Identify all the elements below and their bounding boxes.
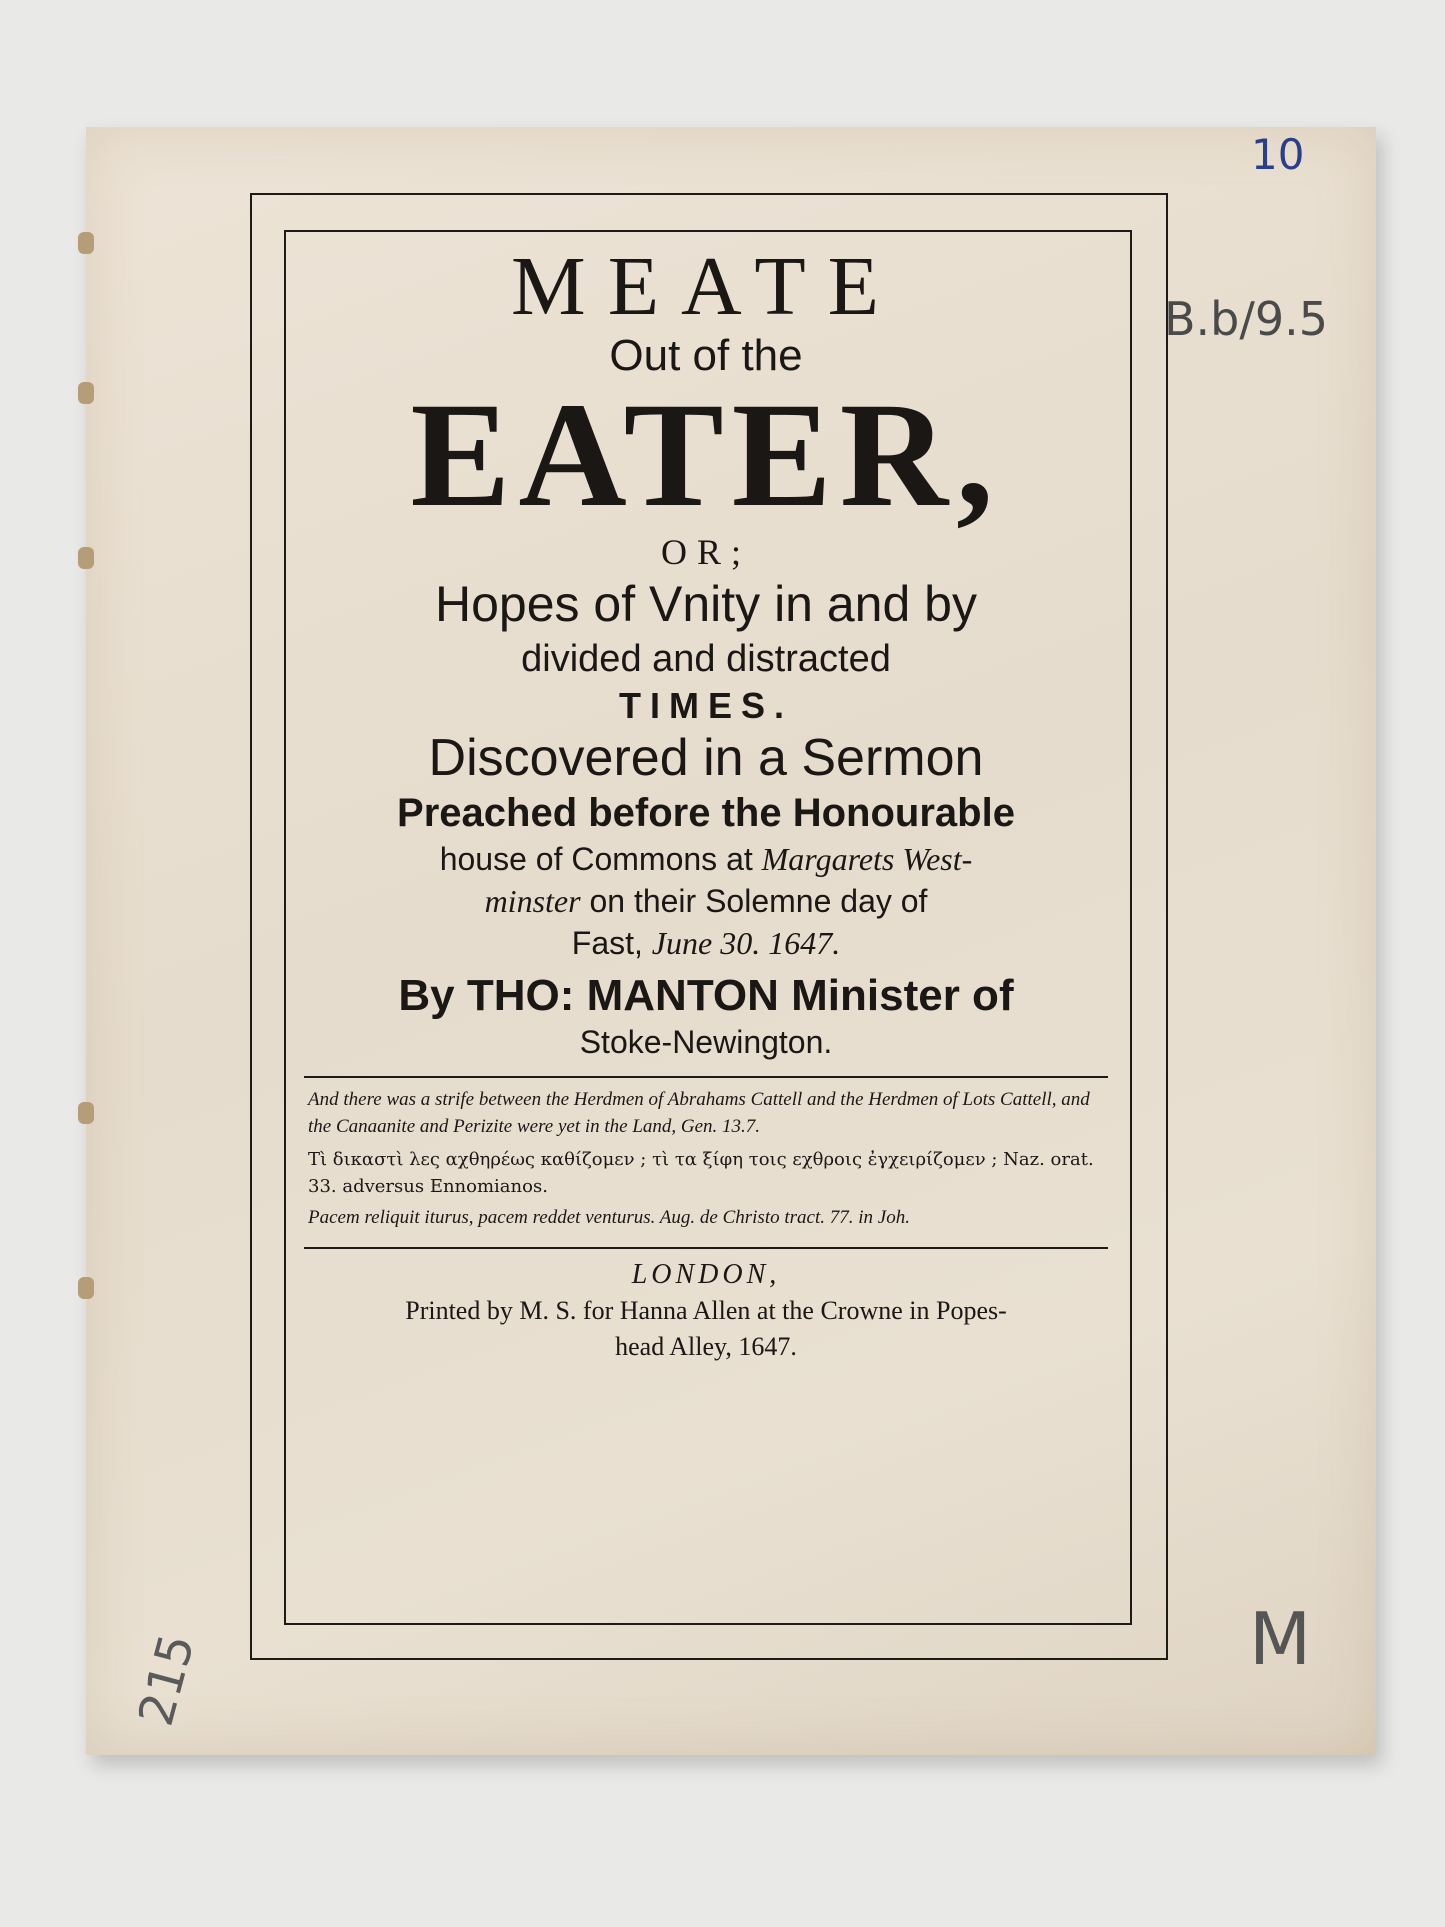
- title-page: [86, 127, 1376, 1755]
- sermon-line-5b: June 30. 1647.: [651, 925, 841, 961]
- divider-rule: [304, 1247, 1108, 1249]
- subtitle-line-1: Hopes of Vnity in and by: [435, 576, 977, 632]
- title-line-3: EATER,: [410, 372, 1002, 538]
- handwritten-shelfmark: B.b/9.5: [1164, 292, 1329, 346]
- title-line-4: OR;: [660, 532, 751, 572]
- handwritten-number: 10: [1251, 130, 1305, 179]
- sermon-line-4b: on their Solemne day of: [580, 883, 928, 919]
- divider-rule: [304, 1076, 1108, 1078]
- binding-stitch: [78, 382, 94, 404]
- title-line-2: Out of the: [609, 331, 803, 380]
- sermon-line-3b: Margarets West-: [761, 841, 973, 877]
- handwritten-bottom-left: 215: [127, 1628, 206, 1732]
- sermon-line-2: Preached before the Honourable: [397, 791, 1015, 835]
- author-line: By THO: MANTON Minister of: [398, 971, 1014, 1020]
- imprint: [284, 1257, 1128, 1365]
- binding-stitch: [78, 547, 94, 569]
- sermon-line-4a: minster: [484, 883, 581, 919]
- sermon-line-5a: Fast,: [571, 925, 652, 961]
- title-block: [284, 230, 1128, 1365]
- epigraph-scripture: And there was a strife between the Herdmen of Abrahams Cattell and the Herdmen of Lots Cattell, and the Canaanite and Perizite were yet in the Land, Gen. 13.7.: [308, 1089, 1090, 1137]
- title-line-1: MEATE: [511, 240, 901, 333]
- sermon-line-1: Discovered in a Sermon: [428, 729, 984, 787]
- sermon-line-3a: house of Commons at: [439, 841, 762, 877]
- sermon-line-5: [284, 922, 1128, 964]
- author-place: Stoke-Newington.: [579, 1024, 833, 1060]
- binding-stitch: [78, 232, 94, 254]
- binding-stitch: [78, 1277, 94, 1299]
- sermon-line-4: [284, 880, 1128, 922]
- binding-stitch: [78, 1102, 94, 1124]
- epigraph-latin: Pacem reliquit iturus, pacem reddet venturus. Aug. de Christo tract. 77. in Joh.: [308, 1207, 910, 1228]
- subtitle-line-2: divided and distracted: [521, 638, 891, 680]
- subtitle-line-3: TIMES.: [618, 685, 793, 726]
- epigraph-greek: Τὶ δικαστὶ λες αχθηρέως καθίζομεν ; τὶ τα ξίφη τοις εχθροις ἐγχειρίζομεν ; Naz. orat. 33. adversus Ennomianos.: [308, 1149, 1094, 1197]
- imprint-line-2: head Alley, 1647.: [615, 1332, 797, 1361]
- sermon-line-3: [284, 838, 1128, 880]
- imprint-line-1: Printed by M. S. for Hanna Allen at the Crowne in Popes-: [405, 1296, 1007, 1325]
- handwritten-bottom-right: M: [1249, 1597, 1312, 1681]
- imprint-city: LONDON,: [631, 1259, 781, 1290]
